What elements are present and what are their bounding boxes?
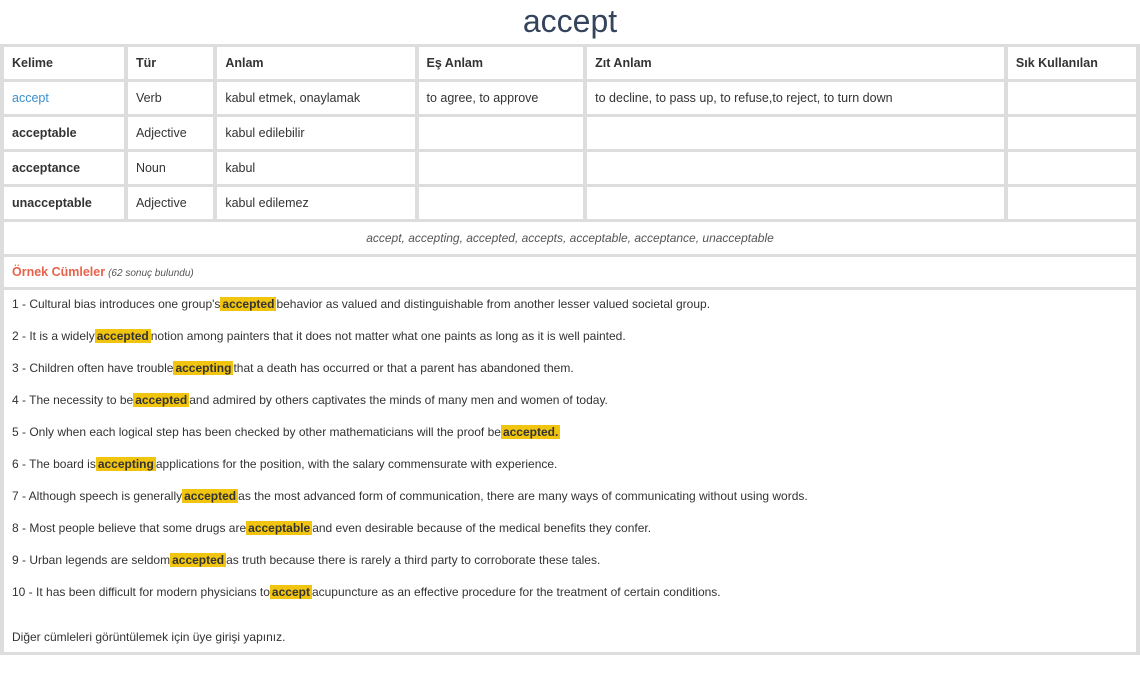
column-header-common: Sık Kullanılan	[1008, 47, 1136, 79]
example-sentence	[12, 360, 1128, 376]
highlighted-word: accepted	[96, 329, 149, 343]
sentence-text: and even desirable because of the medical benefits they confer.	[312, 521, 652, 535]
sentence-text: as truth because there is rarely a third party to corroborate these tales.	[226, 553, 601, 567]
examples-header	[4, 257, 1136, 287]
word-synonyms	[419, 117, 584, 149]
word-type: Adjective	[128, 187, 213, 219]
highlighted-word: accepted	[172, 553, 225, 567]
word-common	[1008, 117, 1136, 149]
sentence-text: 2 - It is a widely	[12, 329, 95, 343]
table-row	[4, 117, 1136, 149]
word-forms: accept, accepting, accepted, accepts, acceptable, acceptance, unacceptable	[4, 222, 1136, 254]
highlighted-word: accepted	[222, 297, 275, 311]
page-title: accept	[522, 3, 618, 39]
table-header-row	[4, 47, 1136, 79]
sentence-text: 4 - The necessity to be	[12, 393, 134, 407]
example-sentence	[12, 456, 1128, 472]
column-header-synonyms: Eş Anlam	[419, 47, 584, 79]
sentence-text: 10 - It has been difficult for modern physicians to	[12, 585, 270, 599]
word-forms-row	[4, 222, 1136, 254]
highlighted-word: accepting	[97, 457, 154, 471]
login-prompt: Diğer cümleleri görüntülemek için üye girişi yapınız.	[12, 630, 286, 644]
example-sentence	[12, 488, 1128, 504]
word-type: Adjective	[128, 117, 213, 149]
column-header-type: Tür	[128, 47, 213, 79]
word-type: Verb	[128, 82, 213, 114]
column-header-meaning: Anlam	[217, 47, 414, 79]
sentence-text: 5 - Only when each logical step has been checked by other mathematicians will the proof be	[12, 425, 501, 439]
sentence-text: that a death has occurred or that a parent has abandoned them.	[233, 361, 574, 375]
word-common	[1008, 187, 1136, 219]
word-meaning: kabul edilebilir	[217, 117, 414, 149]
example-sentence	[12, 392, 1128, 408]
word-synonyms	[419, 187, 584, 219]
highlighted-word: accepted.	[502, 425, 559, 439]
example-sentence	[12, 328, 1128, 344]
sentence-text: behavior as valued and distinguishable from another lesser valued societal group.	[276, 297, 711, 311]
table-row	[4, 187, 1136, 219]
word-antonyms: to decline, to pass up, to refuse,to reject, to turn down	[587, 82, 1004, 114]
sentence-text: acupuncture as an effective procedure for the treatment of certain conditions.	[311, 585, 721, 599]
word-table	[0, 44, 1140, 655]
highlighted-word: accept	[271, 585, 310, 599]
table-row	[4, 152, 1136, 184]
highlighted-word: accepting	[175, 361, 232, 375]
examples-count: (62 sonuç bulundu)	[108, 268, 194, 279]
word-antonyms	[587, 187, 1004, 219]
examples-title: Örnek Cümleler	[12, 265, 106, 279]
sentence-text: and admired by others captivates the minds of many men and women of today.	[189, 393, 608, 407]
word-antonyms	[587, 152, 1004, 184]
example-sentence	[12, 584, 1128, 600]
sentence-text: 1 - Cultural bias introduces one group's	[12, 297, 221, 311]
highlighted-word: accepted	[135, 393, 188, 407]
word-common	[1008, 152, 1136, 184]
example-sentence	[12, 520, 1128, 536]
highlighted-word: acceptable	[248, 521, 311, 535]
examples-row	[4, 290, 1136, 652]
word-meaning: kabul etmek, onaylamak	[217, 82, 414, 114]
sentence-text: 8 - Most people believe that some drugs are	[12, 521, 247, 535]
sentence-text: as the most advanced form of communication, there are many ways of communicating without using words.	[238, 489, 808, 503]
word-synonyms: to agree, to approve	[419, 82, 584, 114]
column-header-antonyms: Zıt Anlam	[587, 47, 1004, 79]
word-link-accept[interactable]: accept	[4, 82, 124, 114]
example-sentence	[12, 552, 1128, 568]
example-sentence	[12, 296, 1128, 312]
word-type: Noun	[128, 152, 213, 184]
sentence-text: applications for the position, with the salary commensurate with experience.	[155, 457, 558, 471]
word-antonyms	[587, 117, 1004, 149]
sentence-text: 9 - Urban legends are seldom	[12, 553, 171, 567]
table-row	[4, 82, 1136, 114]
examples-header-row	[4, 257, 1136, 287]
word-common	[1008, 82, 1136, 114]
sentence-text: 6 - The board is	[12, 457, 96, 471]
word-link-acceptable[interactable]: acceptable	[4, 117, 124, 149]
word-meaning: kabul edilemez	[217, 187, 414, 219]
examples-list	[4, 290, 1136, 652]
column-header-word: Kelime	[4, 47, 124, 79]
sentence-text: notion among painters that it does not matter what one paints as long as it is well painted.	[150, 329, 626, 343]
word-link-unacceptable[interactable]: unacceptable	[4, 187, 124, 219]
word-meaning: kabul	[217, 152, 414, 184]
word-link-acceptance[interactable]: acceptance	[4, 152, 124, 184]
sentence-text: 3 - Children often have trouble	[12, 361, 174, 375]
sentence-text: 7 - Although speech is generally	[12, 489, 183, 503]
highlighted-word: accepted	[184, 489, 237, 503]
example-sentence	[12, 424, 1128, 440]
word-synonyms	[419, 152, 584, 184]
